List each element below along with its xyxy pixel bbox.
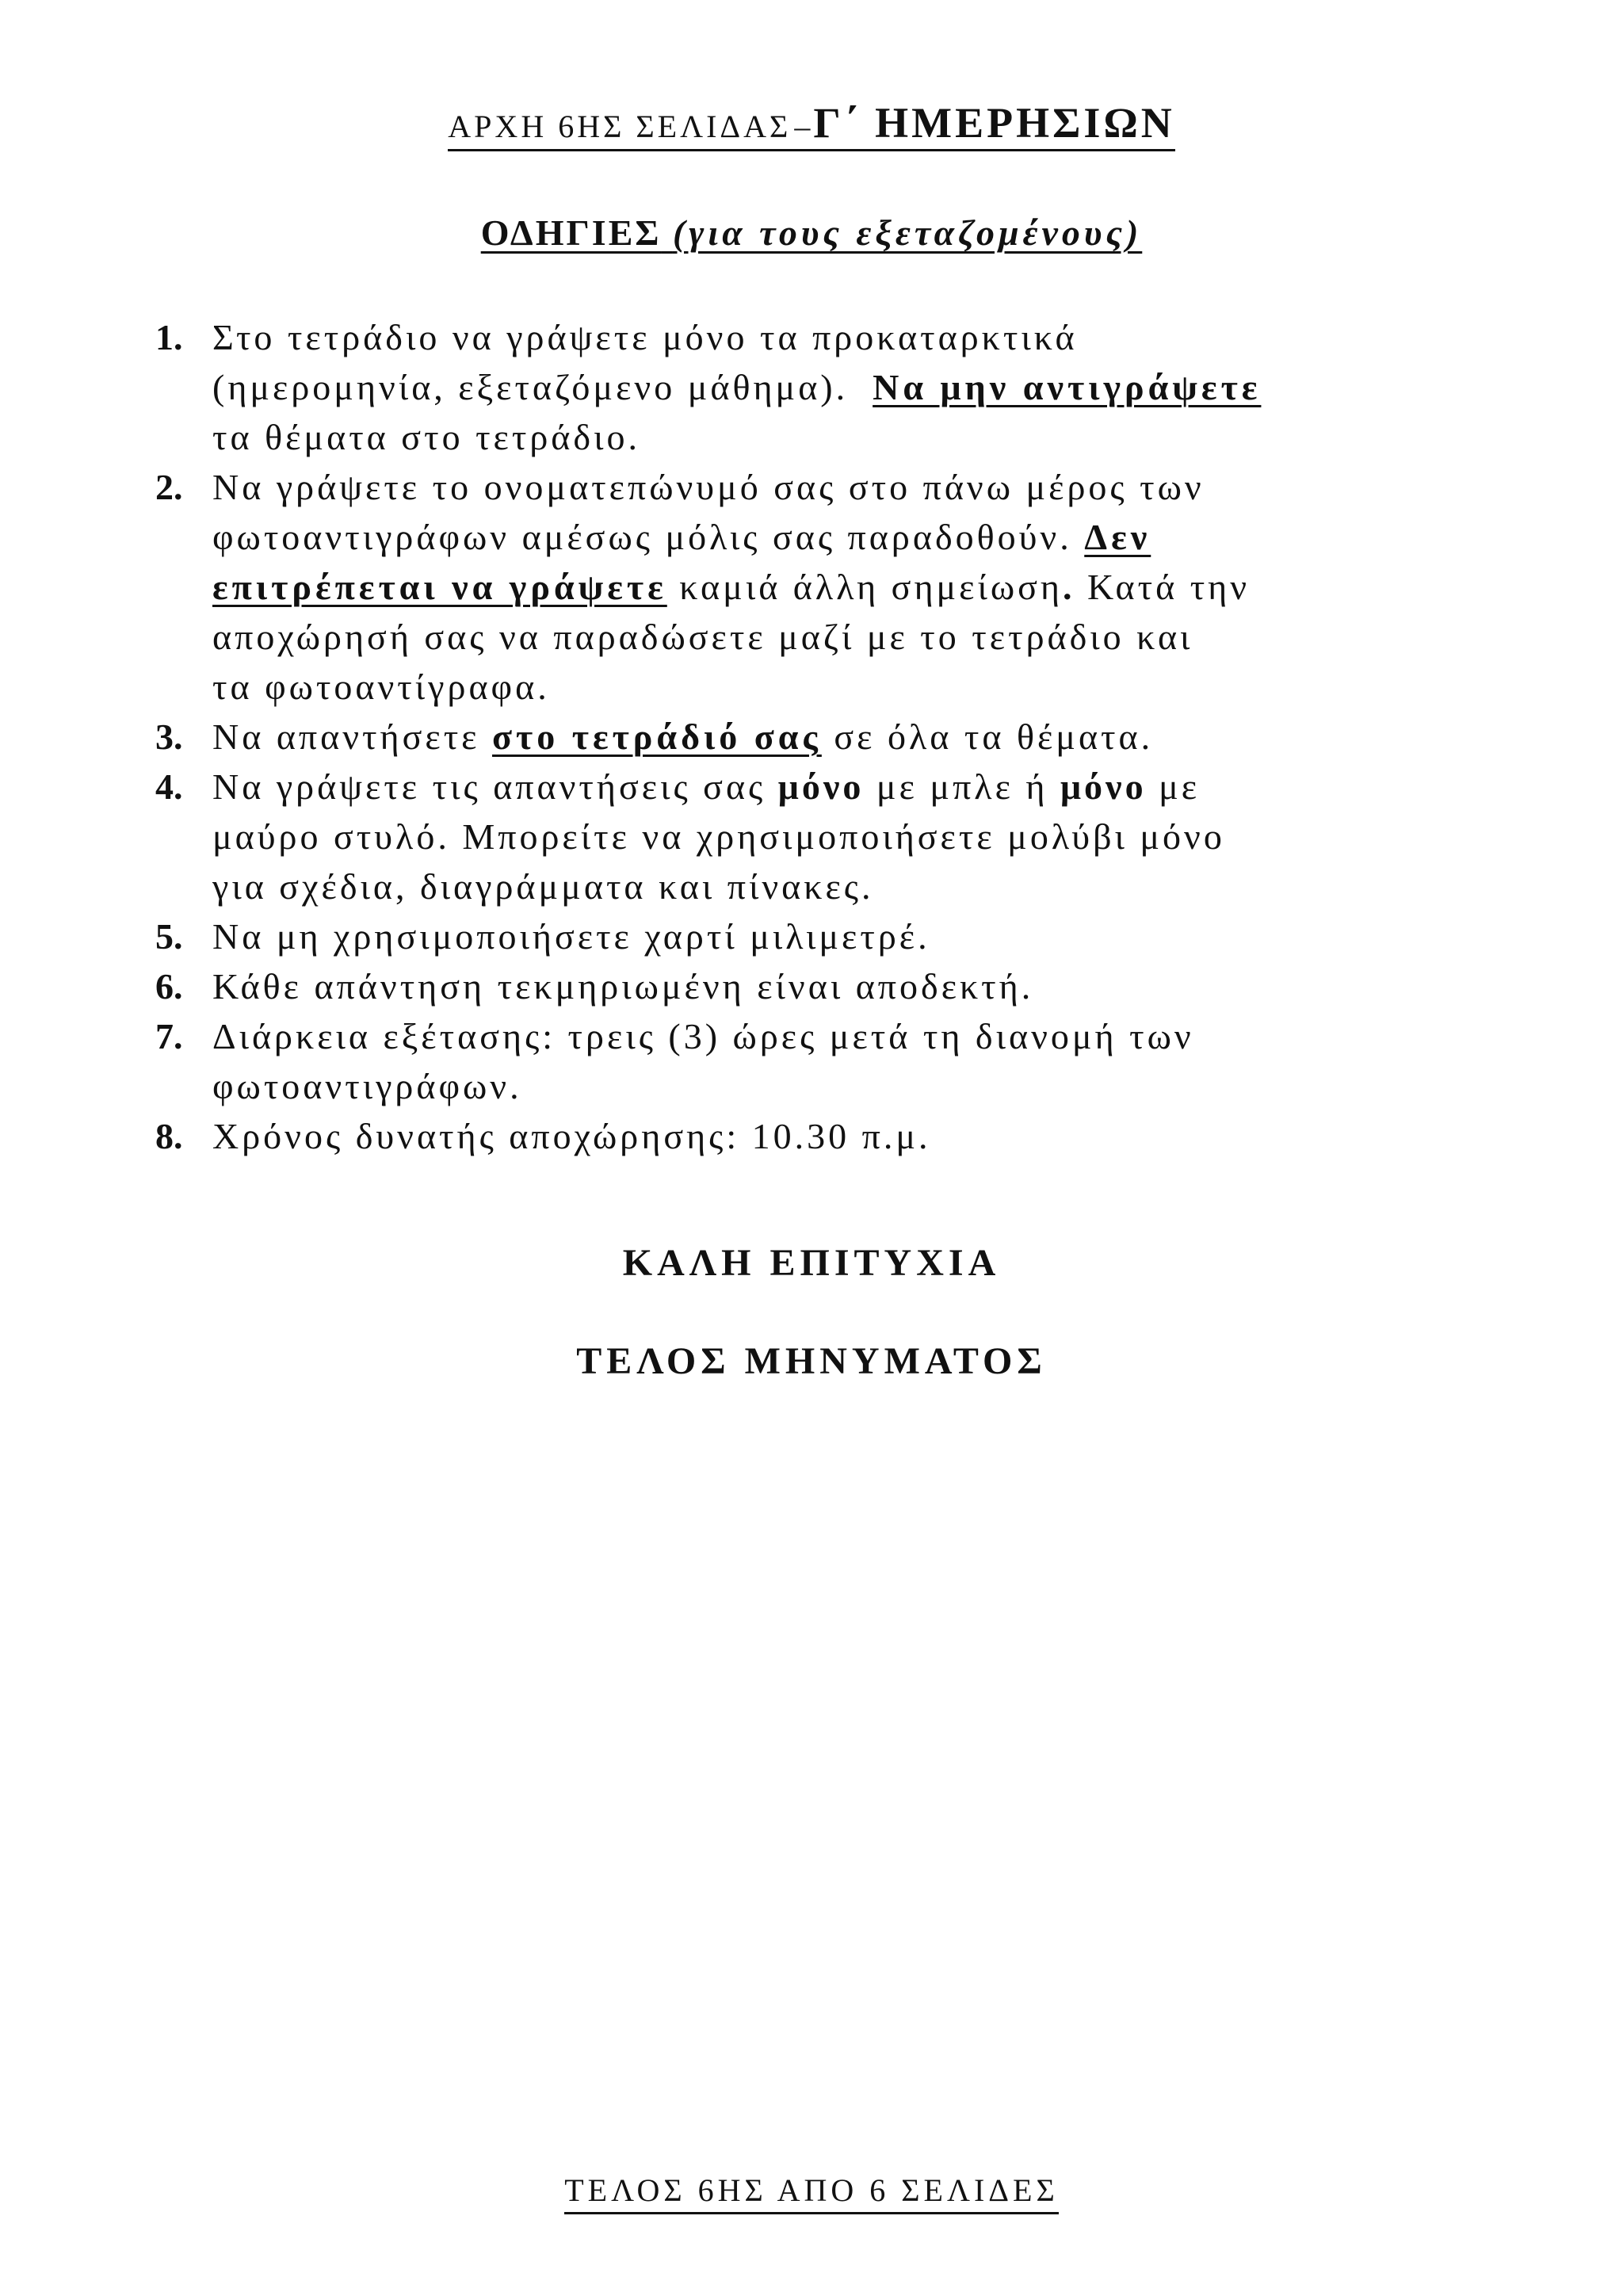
list-item: [155, 312, 1534, 462]
instructions-title: [0, 211, 1623, 254]
page-header-line: [448, 101, 1174, 151]
end-of-message-heading: ΤΕΛΟΣ ΜΗΝΥΜΑΤΟΣ: [576, 1340, 1047, 1382]
page-footer-text: ΤΕΛΟΣ 6ΗΣ ΑΠΟ 6 ΣΕΛΙΔΕΣ: [564, 2172, 1059, 2214]
list-item: [155, 911, 1534, 961]
list-item: [155, 1011, 1534, 1111]
item-emphasis: Δεν: [1084, 517, 1151, 557]
item-text: Διάρκεια εξέτασης: τρεις (3) ώρες μετά τη διανομή των: [212, 1016, 1194, 1056]
item-emphasis: επιτρέπεται να γράψετε: [212, 567, 667, 607]
page-footer: [0, 2172, 1623, 2214]
item-number: 6.: [155, 966, 183, 1007]
item-text: με μπλε ή: [876, 766, 1048, 807]
item-emphasis: μόνο: [777, 766, 865, 807]
item-text: Κατά την: [1087, 567, 1251, 607]
page-header-separator: –: [794, 109, 811, 144]
item-emphasis: μόνο: [1060, 766, 1147, 807]
page-header-title: Γ΄ ΗΜΕΡΗΣΙΩΝ: [813, 99, 1175, 147]
item-text: τα θέματα στο τετράδιο.: [212, 417, 640, 457]
list-item: [155, 1111, 1534, 1161]
item-emphasis: στο τετράδιό σας: [492, 716, 822, 757]
item-number: 8.: [155, 1116, 183, 1156]
item-number: 7.: [155, 1016, 183, 1056]
item-text: φωτοαντιγράφων.: [212, 1066, 522, 1106]
item-text: Να γράψετε το ονοματεπώνυμό σας στο πάνω μέρος των: [212, 467, 1205, 507]
item-number: 3.: [155, 716, 183, 757]
item-text: Να απαντήσετε: [212, 716, 480, 757]
item-text: για σχέδια, διαγράμματα και πίνακες.: [212, 866, 874, 907]
item-text: (ημερομηνία, εξεταζόμενο μάθημα).: [212, 367, 849, 407]
page-header-prefix: ΑΡΧΗ 6ΗΣ ΣΕΛΙΔΑΣ: [448, 109, 792, 144]
item-text: Στο τετράδιο να γράψετε μόνο τα προκαταρκτικά: [212, 317, 1078, 357]
page-header: [0, 101, 1623, 151]
item-number: 1.: [155, 317, 183, 357]
item-text: τα φωτοαντίγραφα.: [212, 667, 550, 707]
item-text: Να γράψετε τις απαντήσεις σας: [212, 766, 766, 807]
item-text: με: [1159, 766, 1201, 807]
item-number: 2.: [155, 467, 183, 507]
item-text: Χρόνος δυνατής αποχώρησης: 10.30 π.μ.: [212, 1116, 931, 1156]
instructions-title-sub: (για τους εξεταζομένους): [672, 212, 1143, 253]
list-item: [155, 961, 1534, 1011]
item-number: 5.: [155, 916, 183, 957]
item-emphasis: Να μην αντιγράψετε: [873, 367, 1262, 407]
item-text: Κάθε απάντηση τεκμηριωμένη είναι αποδεκτή.: [212, 966, 1034, 1007]
item-number: 4.: [155, 766, 183, 807]
item-text: .: [1063, 567, 1075, 607]
list-item: [155, 462, 1534, 712]
item-text: καμιά άλλη σημείωση: [679, 567, 1063, 607]
list-item: [155, 762, 1534, 911]
instructions-list: [155, 312, 1534, 1161]
list-item: [155, 712, 1534, 762]
good-luck-heading: ΚΑΛΗ ΕΠΙΤΥΧΙΑ: [622, 1242, 1001, 1284]
item-text: φωτοαντιγράφων αμέσως μόλις σας παραδοθούν.: [212, 517, 1072, 557]
item-text: αποχώρησή σας να παραδώσετε μαζί με το τετράδιο και: [212, 617, 1193, 657]
item-text: σε όλα τα θέματα.: [834, 716, 1154, 757]
instructions-title-main: ΟΔΗΓΙΕΣ: [480, 212, 662, 253]
item-text: μαύρο στυλό. Μπορείτε να χρησιμοποιήσετε μολύβι μόνο: [212, 816, 1225, 857]
item-text: Να μη χρησιμοποιήσετε χαρτί μιλιμετρέ.: [212, 916, 930, 957]
